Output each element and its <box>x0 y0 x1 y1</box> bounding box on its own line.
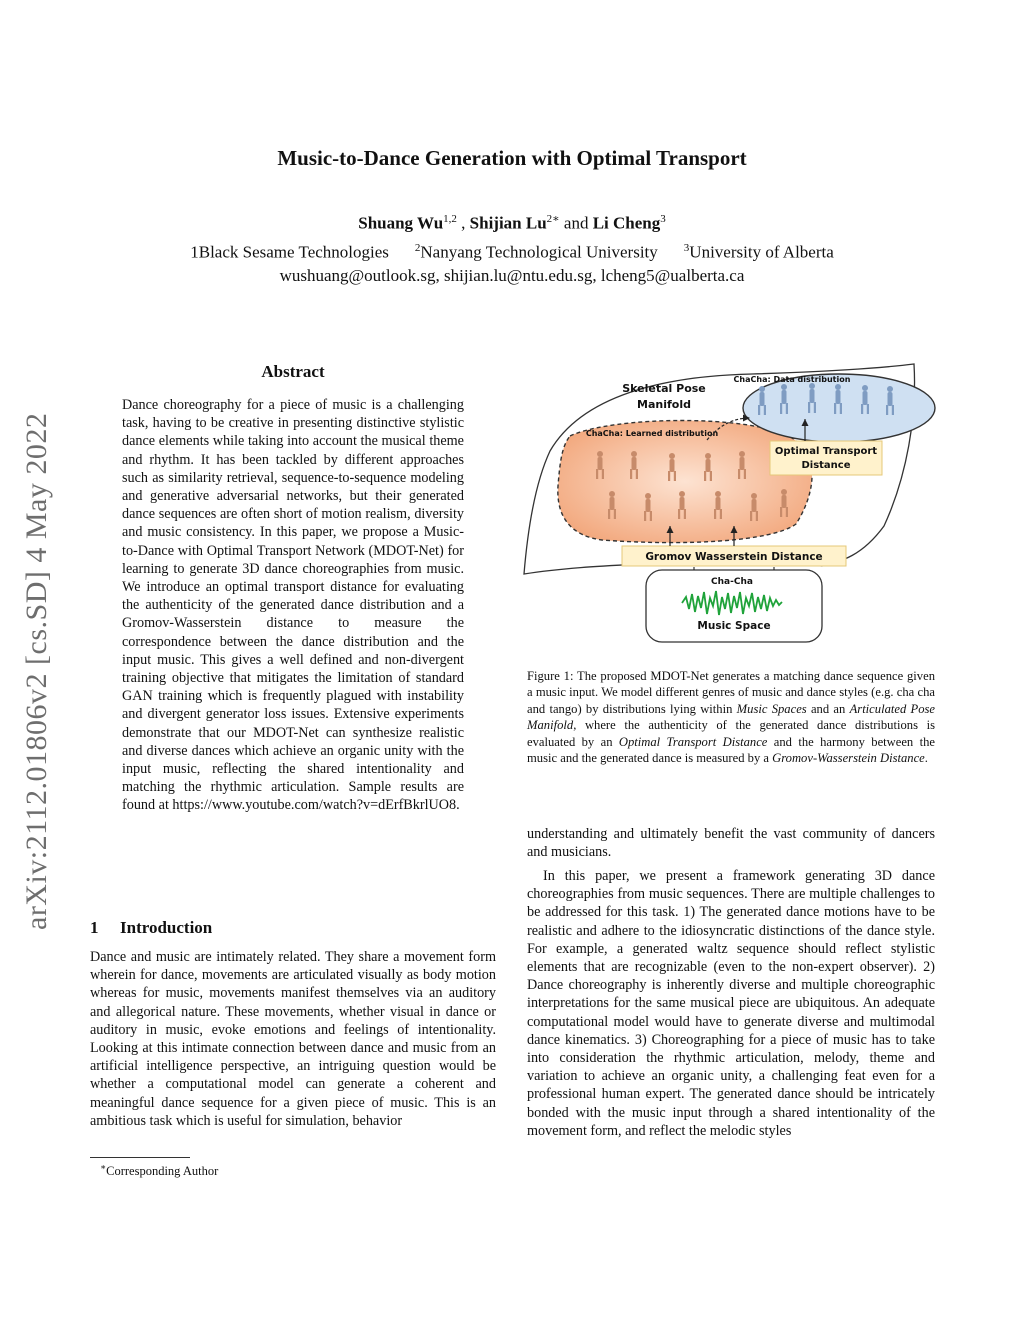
learned-distribution-label: ChaCha: Learned distribution <box>585 429 719 438</box>
affiliation-mark: 3 <box>683 242 690 254</box>
learned-distribution-blob <box>558 421 812 543</box>
affiliation-line <box>0 242 1024 263</box>
arxiv-watermark: arXiv:2112.01806v2 [cs.SD] 4 May 2022 <box>20 412 53 930</box>
gw-distance-label: Gromov Wasserstein Distance <box>645 551 823 563</box>
paragraph: In this paper, we present a framework generating 3D dance choreographies from music sequences. There are multiple challenges to be addressed for this task. 1) The generated dance motions have to be realistic and adhere to the idiosyncratic distinctions of the dance style. For example, a generated waltz sequence should reflect stylistic elements that are recognizable (even to the non-expert observer). 2) Dance choreography is inherently diverse and multiple choreographic interpretations for the same musical piece are ubiquitous. An adequate computational model would have to generate diverse and multimodal dance kinematics. 3) Choreographing for a piece of music has to take into consideration the rhythmic articulation, melody, theme and variation to achieve an organic unity, a challenging feat even for a professional human expert. The generated dance should be intricately bonded with the music input through a shared intentionality of the movement form, and reflect the melodic styles <box>527 868 935 1139</box>
ot-distance-label-line2: Distance <box>801 460 851 471</box>
manifold-label-line1: Skeletal Pose <box>622 382 706 395</box>
author-affil-mark: 1,2 <box>443 213 457 225</box>
affiliation: University of Alberta <box>689 242 834 262</box>
ot-distance-label-line1: Optimal Transport <box>774 446 878 457</box>
author-line <box>0 212 1024 234</box>
author-separator: , <box>456 213 470 233</box>
affiliation: Nanyang Technological University <box>420 242 658 262</box>
section-number: 1 <box>90 918 99 937</box>
author-emails: wushuang@outlook.sg, shijian.lu@ntu.edu.sg, lcheng5@ualberta.ca <box>279 266 745 285</box>
author-affil-mark: 2∗ <box>546 213 560 225</box>
author-name: Shuang Wu <box>358 213 444 233</box>
author-separator: and <box>559 213 593 233</box>
abstract-text: Dance choreography for a piece of music is a challenging task, having to be creative in presenting distinctive stylistic dance elements while taking into account the musical theme and rhythm. It has been tackled by different approaches such as similarity retrieval, sequence-to-sequence modeling and generative adversarial networks, but their generated dance sequences are often short of motion realism, diversity and music consistency. In this paper, we propose a Music-to-Dance with Optimal Transport Network (MDOT-Net) for learning to generate 3D dance choreographies from music. We introduce an optimal transport distance for evaluating the authenticity of the generated dance distribution and a Gromov-Wasserstein distance to measure the correspondence between the dance distribution and the input music. This gives a well defined and non-divergent training objective that mitigates the limitation of standard GAN training which is frequently plagued with instability and divergent generator loss issues. Extensive experiments demonstrate that our MDOT-Net can synthesize realistic and diverse dances which achieve an organic unity with the input music, reflecting the shared intentionality and matching the rhythmic articulation. Sample results are found at https://www.youtube.com/watch?v=dErfBkrlUO8. <box>122 397 464 814</box>
author-affil-mark: 3 <box>660 213 666 225</box>
figure-1-diagram <box>522 356 942 646</box>
data-distribution-label: ChaCha: Data distribution <box>733 375 851 384</box>
footnote-text: Corresponding Author <box>106 1164 219 1179</box>
music-space-label: Music Space <box>697 620 771 632</box>
footnote <box>100 1162 218 1179</box>
footnote-rule <box>90 1157 190 1158</box>
affiliation: 1Black Sesame Technologies <box>190 242 389 262</box>
introduction-text: Dance and music are intimately related. They share a movement form wherein for dance, movements are articulated visually as body motion whereas for music, movements manifest themselves via an auditory and allegorical nature. These movements, whether visual in dance or auditory in music, evoke emotions and feelings of intentionality. Looking at this intimate connection between dance and music from an artificial intelligence perspective, an intriguing question would be whether a computational model can generate a coherent and meaningful dance sequence for a given piece of music. This is an ambitious task which is useful for simulation, behavior <box>90 949 496 1129</box>
figure-1-caption: Figure 1: The proposed MDOT-Net generates a matching dance sequence given a music input. We model different genres of music and dance styles (e.g. cha cha and tango) by distributions lying within Music Spaces and an Articulated Pose Manifold, where the authenticity of the generated dance distributions is evaluated by an Optimal Transport Distance and the harmony between the music and the generated dance is measured by a Gromov-Wasserstein Distance. <box>527 669 936 766</box>
author-name: Li Cheng <box>592 213 661 233</box>
footnote-mark: ∗ <box>100 1162 107 1172</box>
affiliation-mark: 2 <box>414 242 421 254</box>
section-title: Introduction <box>120 918 213 937</box>
section-heading <box>90 918 212 938</box>
manifold-label-line2: Manifold <box>637 398 691 411</box>
paper-title: Music-to-Dance Generation with Optimal Transport <box>277 146 747 170</box>
paragraph: understanding and ultimately benefit the vast community of dancers and musicians. <box>527 826 935 861</box>
author-name: Shijian Lu <box>469 213 547 233</box>
abstract-heading: Abstract <box>261 362 325 381</box>
music-genre-label: Cha-Cha <box>711 577 753 587</box>
